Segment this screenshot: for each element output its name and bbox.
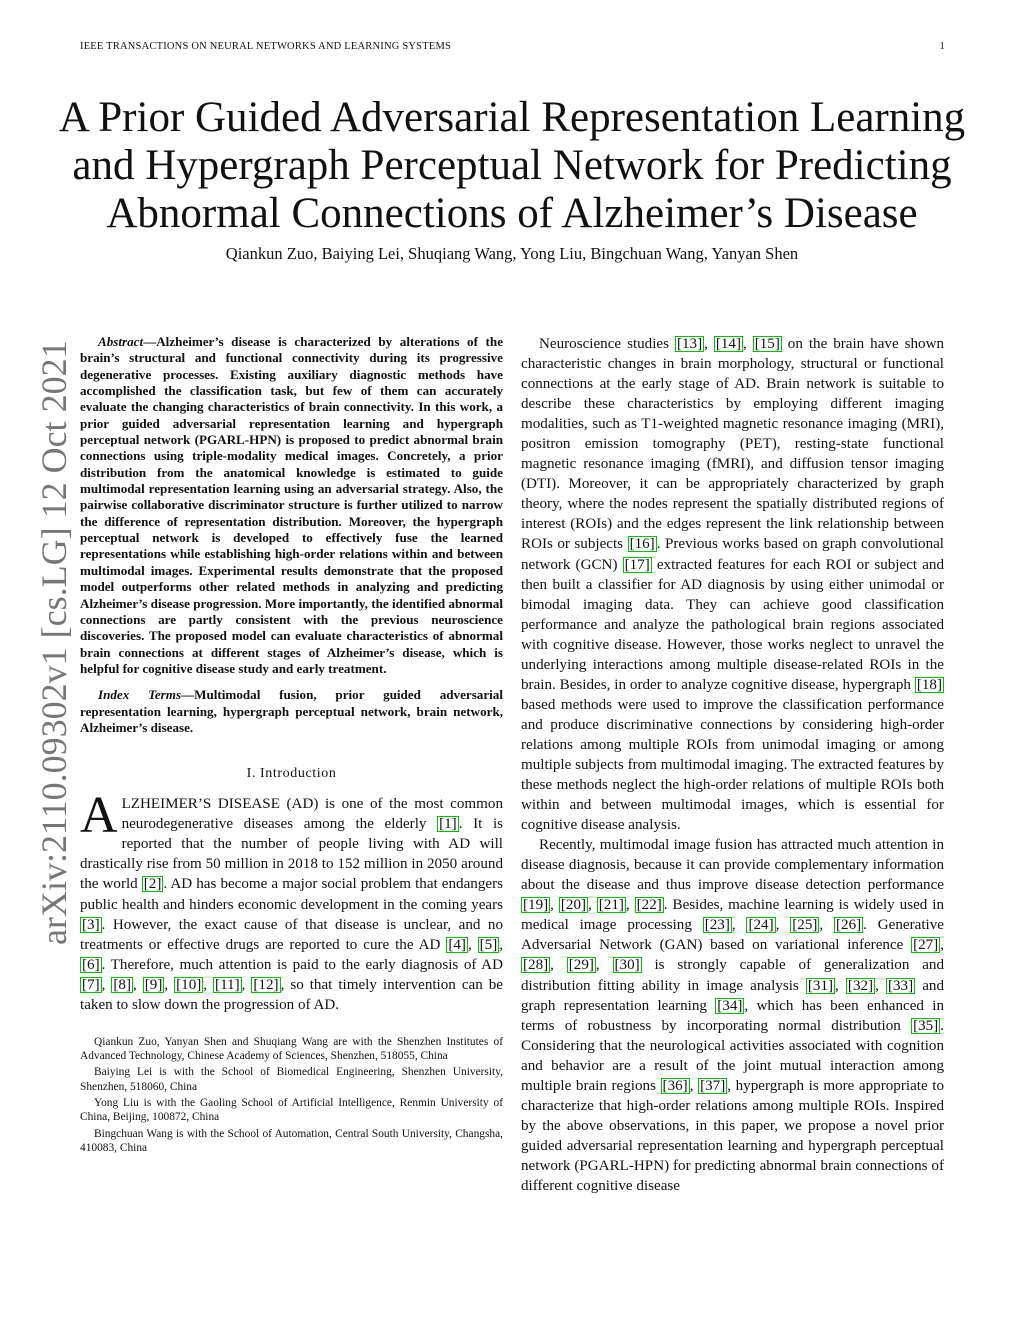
separator: ,	[595, 957, 613, 974]
citation-link[interactable]: [31]	[807, 977, 834, 994]
separator: ,	[775, 917, 791, 934]
separator: ,	[819, 917, 835, 934]
citation-link[interactable]: [18]	[916, 676, 942, 693]
separator: ,	[550, 957, 567, 974]
index-terms-text: —Multimodal fusion, prior guided adversarial representation learning, hypergraph perceptual network, brain network, Alzheimer’s disease.	[80, 687, 503, 735]
separator: ,	[731, 917, 747, 934]
citation-link[interactable]: [26]	[836, 917, 862, 934]
citation-link[interactable]: [4]	[448, 936, 466, 953]
citation-link[interactable]: [10]	[176, 976, 202, 993]
citation-link[interactable]: [1]	[439, 816, 457, 833]
body-text: Recently, multimodal image fusion has attracted much attention in disease diagnosis, because it can provide complementary information about the disease and thus improve disease detection performance	[521, 837, 944, 894]
footnote: Bingchuan Wang is with the School of Automation, Central South University, Changsha, 410083, China	[80, 1127, 503, 1154]
citation-link[interactable]: [27]	[913, 937, 939, 954]
journal-name: IEEE TRANSACTIONS ON NEURAL NETWORKS AND LEARNING SYSTEMS	[80, 41, 452, 52]
separator: ,	[940, 937, 944, 954]
body-text: on the brain have shown characteristic changes in brain morphology, structural or functional connections at the early stage of AD. Brain network is suitable to describe these characteristics by employing different imaging modalities, such as T1-weighted magnetic resonance imaging (MRI), positron emission tomography (PET), resting-state functional magnetic resonance imaging (fMRI), and diffusion tensor imaging (DTI). Moreover, it can be appropriately characterized by graph theory, where the nodes represent the spatially distributed regions of interest (ROIs) and the edges represent the link relationship between ROIs or subjects	[521, 336, 945, 553]
separator: ,	[203, 976, 214, 993]
separator: ,	[101, 976, 112, 993]
body-text: . Previous works based on graph convolutional network (GCN)	[521, 536, 945, 573]
separator: ,	[875, 977, 886, 994]
citation-link[interactable]: [15]	[754, 336, 780, 352]
citation-link[interactable]: [19]	[523, 897, 549, 914]
section-heading-introduction: I. Introduction	[246, 766, 337, 782]
citation-link[interactable]: [34]	[717, 997, 743, 1014]
body-text: . Besides, machine learning is widely used in medical image processing	[521, 897, 945, 934]
affiliation-footnotes	[80, 1035, 503, 1155]
title-line-1: A Prior Guided Adversarial Representation Learning	[58, 94, 966, 141]
separator: ,	[467, 936, 478, 953]
intro-paragraph	[80, 787, 504, 1015]
intro-text: . AD has become a major social problem that endangers public health and hinders economic development in the coming years	[80, 876, 503, 913]
citation-link[interactable]: [16]	[629, 536, 655, 553]
intro-text: . It is reported that the number of people living with AD will drastically rise from 50 million in 2018 to 152 million in 2050 around the world	[80, 816, 504, 893]
footnote: Yong Liu is with the Gaoling School of Artificial Intelligence, Renmin University of China, Beijing, 100872, China	[80, 1097, 503, 1124]
separator: ,	[132, 976, 143, 993]
separator: ,	[742, 336, 753, 352]
body-paragraph	[521, 835, 944, 1196]
citation-link[interactable]: [6]	[82, 956, 100, 973]
separator: ,	[550, 897, 559, 914]
footnote: Baiying Lei is with the School of Biomedical Engineering, Shenzhen University, Shenzhen, 518060, China	[80, 1066, 503, 1093]
footnote: Qiankun Zuo, Yanyan Shen and Shuqiang Wang are with the Shenzhen Institutes of Advanced Technology, Chinese Academy of Sciences, Shenzhen, 518055, China	[80, 1035, 503, 1063]
body-text: based methods were used to improve the classification performance and produce discriminative connections by considering high-order relations among multiple ROIs from unimodal imaging or among multiple subjects from multimodal imaging. The extracted features by these methods neglect the high-order relations of multiple ROIs both within and between multimodal images, which is essential for cognitive disease analysis.	[521, 696, 944, 834]
abstract	[80, 334, 503, 677]
body-text: is strongly capable of generalization and distribution fitting ability in image analysis	[521, 957, 945, 994]
citation-link[interactable]: [29]	[568, 957, 594, 974]
left-column	[80, 334, 503, 1157]
citation-link[interactable]: [32]	[847, 977, 874, 994]
citation-link[interactable]: [22]	[636, 897, 662, 914]
intro-text: . However, the exact cause of that disease is unclear, and no treatments or effective drugs are reported to cure the AD	[80, 916, 503, 953]
paper-title	[40, 94, 984, 238]
citation-link[interactable]: [23]	[704, 917, 730, 934]
citation-link[interactable]: [14]	[715, 336, 741, 352]
arxiv-stamp: arXiv:2110.09302v1 [cs.LG] 12 Oct 2021	[34, 340, 74, 945]
citation-link[interactable]: [24]	[748, 917, 774, 934]
drop-cap: A	[80, 787, 118, 845]
body-text: , which has been enhanced in terms of robustness by incorporating normal distribution	[521, 997, 944, 1034]
title-line-3: Abnormal Connections of Alzheimer’s Disease	[106, 190, 918, 237]
separator: ,	[164, 976, 175, 993]
citation-link[interactable]: [2]	[143, 876, 162, 893]
citation-link[interactable]: [35]	[913, 1017, 939, 1034]
separator: ,	[625, 897, 635, 914]
body-paragraph	[521, 334, 944, 835]
intro-text: , so that timely intervention can be taken to slow down the progression of AD.	[80, 976, 504, 1013]
citation-link[interactable]: [36]	[662, 1077, 688, 1094]
body-text: . Considering that the neurological activities associated with cognition and behavior are a result of the joint mutual interaction among multiple brain regions	[521, 1017, 944, 1094]
author-list: Qiankun Zuo, Baiying Lei, Shuqiang Wang, Yong Liu, Bingchuan Wang, Yanyan Shen	[225, 244, 799, 263]
index-terms	[80, 687, 503, 736]
citation-link[interactable]: [11]	[215, 976, 240, 993]
citation-link[interactable]: [12]	[253, 976, 279, 993]
citation-link[interactable]: [3]	[82, 916, 100, 933]
abstract-text: —Alzheimer’s disease is characterized by alterations of the brain’s structural and functional connectivity during its progressive degenerative processes. Existing auxiliary diagnostic methods have accomplished the classification task, but few of them can accurately evaluate the changing characteristics of brain connectivity. In this work, a prior guided adversarial representation learning and hypergraph perceptual network (PGARL-HPN) is proposed to predict abnormal brain connections using triple-modality medical images. Concretely, a prior distribution from the anatomical knowledge is estimated to guide multimodal representation learning using an adversarial strategy. Also, the pairwise collaborative discriminator structure is further utilized to narrow the difference of representation distribution. Moreover, the hypergraph perceptual network is developed to effectively fuse the learned representations while establishing high-order relations within and between multimodal images. Experimental results demonstrate that the proposed model outperforms other related methods in analyzing and predicting Alzheimer’s disease progression. More importantly, the identified abnormal connections are partly consistent with the previous neuroscience discoveries. The proposed model can evaluate characteristics of abnormal brain connections at different stages of Alzheimer’s disease, which is helpful for cognitive disease study and early treatment.	[80, 334, 503, 676]
citation-link[interactable]: [30]	[614, 957, 640, 974]
separator: ,	[835, 977, 846, 994]
citation-link[interactable]: [7]	[82, 976, 100, 993]
separator: ,	[704, 336, 714, 352]
abstract-label: Abstract	[98, 334, 144, 349]
index-terms-label: Index Terms	[98, 687, 182, 703]
citation-link[interactable]: [33]	[887, 977, 914, 994]
citation-link[interactable]: [37]	[700, 1077, 726, 1094]
separator: ,	[499, 936, 504, 953]
citation-link[interactable]: [21]	[598, 897, 624, 914]
citation-link[interactable]: [20]	[560, 897, 587, 914]
body-text: extracted features for each ROI or subject and then built a classifier for AD diagnosis by using either unimodal or bimodal imaging data. They can achieve good classification performance and analyze the pathological brain regions associated with cognitive disease. However, those works neglect to unravel the underlying interactions among multiple disease-related ROIs in the brain. Besides, in order to analyze cognitive disease, hypergraph	[521, 556, 944, 693]
citation-link[interactable]: [28]	[523, 957, 549, 974]
citation-link[interactable]: [13]	[676, 336, 703, 352]
citation-link[interactable]: [8]	[113, 976, 131, 993]
body-text: Neuroscience studies	[539, 336, 675, 352]
body-text: , hypergraph is more appropriate to characterize that high-order relations among multiple ROIs. Inspired by the above observations, in this paper, we propose a novel prior guided adversarial representation learning and hypergraph perceptual network (PGARL-HPN) for predicting abnormal brain connections of different cognitive disease	[521, 1077, 944, 1194]
body-text: . Generative Adversarial Network (GAN) based on variational inference	[521, 917, 944, 954]
page-number: 1	[939, 41, 945, 52]
citation-link[interactable]: [17]	[624, 556, 650, 573]
citation-link[interactable]: [9]	[144, 976, 163, 993]
citation-link[interactable]: [25]	[792, 917, 818, 934]
intro-text: LZHEIMER’S DISEASE (AD) is one of the most common neurodegenerative diseases among the elderly	[121, 796, 503, 833]
intro-text: . Therefore, much attention is paid to the early diagnosis of AD	[101, 956, 503, 973]
title-line-2: and Hypergraph Perceptual Network for Predicting	[72, 142, 952, 189]
running-header	[80, 41, 945, 52]
separator: ,	[689, 1077, 699, 1094]
citation-link[interactable]: [5]	[479, 936, 498, 953]
separator: ,	[588, 897, 597, 914]
body-text: and graph representation learning	[521, 977, 944, 1014]
right-column	[521, 334, 944, 1196]
separator: ,	[241, 976, 252, 993]
